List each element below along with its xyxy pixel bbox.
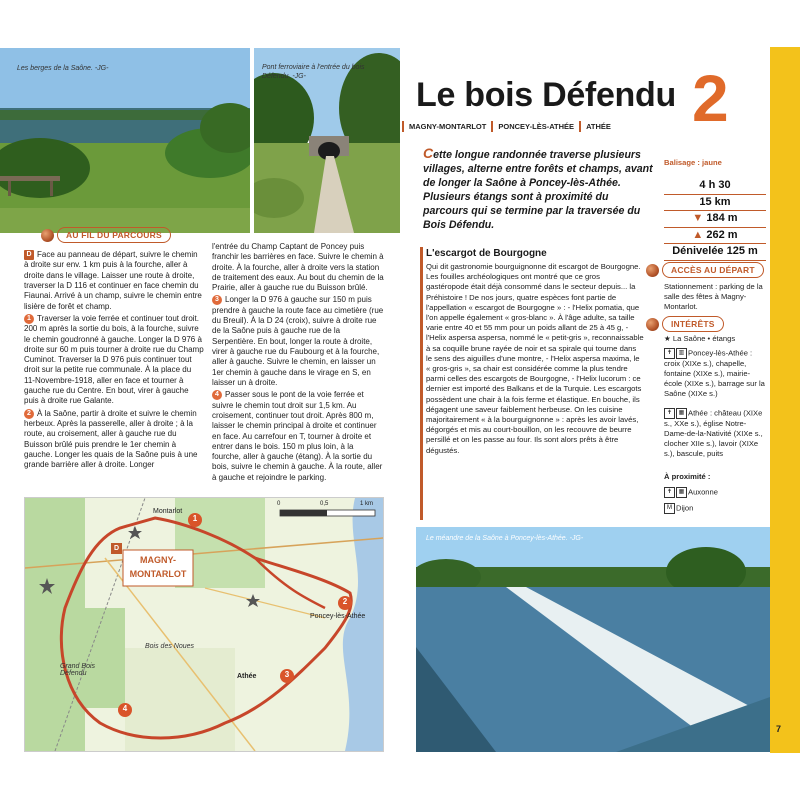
balisage: Balisage : jaune — [664, 158, 722, 167]
interet-1 — [664, 334, 766, 344]
prox-1 — [664, 487, 766, 498]
photo1-caption: Les berges de la Saône. -JG- — [17, 65, 109, 72]
step-1 — [24, 314, 204, 407]
step-marker-1: 1 — [24, 314, 34, 324]
town-list — [402, 121, 616, 132]
section-title: AU FIL DU PARCOURS — [57, 227, 171, 243]
interets-title: INTÉRÊTS — [662, 316, 724, 332]
map-label-bois-noues: Bois des Noues — [145, 643, 195, 650]
map-d-marker: D — [113, 545, 120, 552]
route-map-drawing — [25, 498, 383, 751]
cross-icon: ✝ — [664, 348, 675, 359]
step-d-text: Face au panneau de départ, suivre le chemin à droite sur env. 1 km puis à la fourche, aller à droite dans le village. Laisser une route à droite, traverser la D 116 et continuer en face chemin du Fiaunai. Arrivé à un champ, suivre le chemin entre lisière de forêt et champ. — [24, 250, 202, 311]
map-scale-one: 1 km — [360, 501, 374, 507]
itinerary-column-2 — [212, 242, 384, 485]
step-marker-3: 3 — [212, 295, 222, 305]
interet-2-text: Poncey-lès-Athée : croix (XIXe s.), chapelle, fontaine (XIXe s.), mairie-école (XIXe s.), barrage sur la Saône (XIXe s.) — [664, 348, 765, 398]
museum-icon: M — [664, 503, 675, 514]
prox-2 — [664, 503, 766, 514]
map-label-montarlot: Montarlot — [153, 508, 183, 515]
page-title: Le bois Défendu — [416, 76, 676, 114]
photo2-caption: Pont ferroviaire à l'entrée du bois Défendu. -JG- — [262, 64, 365, 80]
acces-title: ACCÈS AU DÉPART — [662, 262, 764, 278]
stats-panel — [664, 178, 766, 261]
step-4 — [212, 390, 384, 483]
section-header-interets — [646, 316, 724, 332]
itinerary-column-1 — [24, 250, 204, 473]
step-d — [24, 250, 204, 312]
lead-text: ette longue randonnée traverse plusieurs villages, alterne entre forêts et champs, avant de longer la Saône à Poncey-lès-Athée. Plusieurs étangs sont à proximité du parcours qui se termine par la traversée du Bois Défendu. — [423, 149, 653, 231]
stat-max-alt: ▲ 262 m — [664, 228, 766, 245]
prox-2-text: Dijon — [676, 503, 694, 513]
map-scale-half: 0,5 — [320, 501, 329, 507]
church-icon: ✝ — [664, 408, 675, 419]
bullet-ball-icon — [41, 229, 54, 242]
step-2 — [24, 409, 204, 471]
town-3: ATHÉE — [579, 121, 616, 132]
interet-2 — [664, 348, 766, 399]
map-step-2: 2 — [342, 597, 348, 606]
town-2: PONCEY-LÈS-ATHÉE — [491, 121, 579, 132]
photo3-caption: Le méandre de la Saône à Poncey-lès-Athée. -JG- — [426, 535, 584, 542]
intro-lead — [423, 146, 653, 232]
map-label-poncey: Poncey-lès-Athée — [310, 613, 366, 620]
prox-1-text: Auxonne — [688, 487, 718, 497]
step-3 — [212, 295, 384, 388]
proximite-title: À proximité : — [664, 472, 711, 481]
interet-3 — [664, 408, 766, 459]
page-number: 7 — [776, 724, 782, 734]
route-number: 2 — [692, 61, 729, 135]
castle-icon: ▦ — [676, 408, 687, 419]
map-label-grand-bois: Grand Bois Défendu — [60, 663, 96, 677]
map-label-athee: Athée — [237, 673, 257, 680]
stat-distance: 15 km — [664, 195, 766, 212]
section-header-parcours — [41, 227, 171, 243]
photo-saone-banks — [0, 48, 250, 233]
step-3-text: Longer la D 976 à gauche sur 150 m puis prendre à gauche la route face au cimetière (rue du Breuil). À la D 24 (croix), suivre à droite rue de la Saône puis à gauche rue de la Serpentière. En bout, longer la route à droite, virer à gauche rue du Faubourg et à la fourche, aller à gauche. Suivre le chemin, en laisser un 1er chemin à gauche dans le virage en S, en laisser un à droite. — [212, 295, 384, 387]
bullet-ball-icon — [646, 318, 659, 331]
step-4-text: Passer sous le pont de la voie ferrée et suivre le chemin tout droit sur 1,5 km. Au croisement, continuer tout droit. Après 800 m, laisser le chemin principal à droite et continuer en face. Au carrefour en T, tourner à droite et entrer dans le bois. 150 m plus loin, à la fourche, aller à gauche (étang). À la sortie du bois, suivre le chemin à gauche. À la route, aller à gauche et rejoindre le parking. — [212, 390, 383, 482]
map-scale-zero: 0 — [277, 501, 281, 507]
step-1-text: Traverser la voie ferrée et continuer tout droit. 200 m après la sortie du bois, à la fourche, suivre le chemin goudronné à gauche. Longer la D 976 à droite sur 60 m puis tourner à droite rue du Champ Cuminot. Traverser la D 976 puis continuer tout droit sur la petite rue communale. À la place du 11-Novembre-1918, aller en face et tourner à gauche rue du Centre. En bout, virer à gauche puis à droite rue Galante. — [24, 314, 204, 406]
step-marker-4: 4 — [212, 390, 222, 400]
fountain-icon: ▥ — [676, 348, 687, 359]
castle-icon: ▦ — [676, 487, 687, 498]
interet-3-text: Athée : château (XIXe s., XXe s.), église Notre-Dame-de-la-Nativité (XIXe s., clocher XIIe s.), lavoir (XIXe s.), bascule, puits — [664, 408, 763, 458]
map-step-1: 1 — [192, 514, 198, 523]
map-town-label: MAGNY-MONTARLOT — [129, 555, 187, 579]
snail-box-text — [426, 262, 644, 456]
stat-max-alt-value: 262 m — [706, 228, 738, 241]
stat-min-alt: ▼ 184 m — [664, 211, 766, 228]
snail-box-paragraph: Qui dit gastronomie bourguignonne dit escargot de Bourgogne. Les fouilles archéologiques ont montré que ce gros gastéropode était déjà consommé dans le secteur depuis... la Préhistoire ! De nos jours, quatre espèces font partie de l'appellation « escargot de Bourgogne » : - l'Helix pomatia, que l'on appelle également « gros-blanc ». À l'âge adulte, sa taille varie entre 40 et 55 mm pour un poids allant de 25 à 45 g, - l'Helix aspersa aspersa, nommé le « petit-gris », reconnaissable à sa coquille brune rayée de noir et sa spirale qui tourne dans le sens des aiguilles d'une montre, - l'Helix aspersa maxima, le « gros-gris », sa chair est considérée comme la plus tendre parmi celles des escargots de Bourgogne, - l'Helix lucorum : ce dernier est importé des Balkans et de la Turquie. Les escargots possèdent une chair à la fois ferme et élastique. En bouche, ils dégagent une saveur faiblement herbeuse. On les cuisine majoritairement « à la bourguignonne » : après les avoir lavés, dégorgés et mis au court-bouillon, on les recouvre de beurre persillé et on les passe au four. Ils sont alors prêts à être dégustés. — [426, 262, 644, 455]
map-step-4: 4 — [122, 704, 128, 713]
lead-dropcap: C — [423, 145, 434, 161]
step-marker-d: D — [24, 250, 34, 260]
step-marker-2: 2 — [24, 409, 34, 419]
star-icon: ★ — [664, 334, 673, 343]
stat-duration: 4 h 30 — [664, 178, 766, 195]
interet-1-text: La Saône • étangs — [672, 334, 736, 343]
step-2-continued: l'entrée du Champ Captant de Poncey puis franchir les barrières en face. Suivre le chemin à droite. À la fourche, aller à droite vers la station de traitement des eaux. Au bout du chemin de la Prairie, aller à gauche rue du Buisson brûlé. — [212, 242, 384, 293]
map-step-3: 3 — [284, 670, 290, 679]
chapter-sidebar — [770, 47, 800, 753]
bullet-ball-icon — [646, 264, 659, 277]
route-map — [24, 497, 384, 752]
box-accent-line — [420, 247, 423, 520]
stat-elevation: Dénivelée 125 m — [664, 244, 766, 261]
snail-box-title: L'escargot de Bourgogne — [426, 248, 547, 259]
acces-text: Stationnement : parking de la salle des fêtes à Magny-Montarlot. — [664, 282, 763, 311]
step-2-text: À la Saône, partir à droite et suivre le chemin herbeux. Après la passerelle, aller à droite ; à la route, au croisement, aller à gauche rue du Buisson brûlé puis prendre le 1er chemin à gauche. Longer les quais de la Saône puis à une grande barrière aller à droite. Longer — [24, 408, 198, 470]
stat-min-alt-value: 184 m — [706, 212, 738, 224]
section-header-acces — [646, 262, 764, 278]
church-icon: ✝ — [664, 487, 675, 498]
town-1: MAGNY-MONTARLOT — [402, 121, 491, 132]
photo-saone-meander — [416, 527, 770, 752]
